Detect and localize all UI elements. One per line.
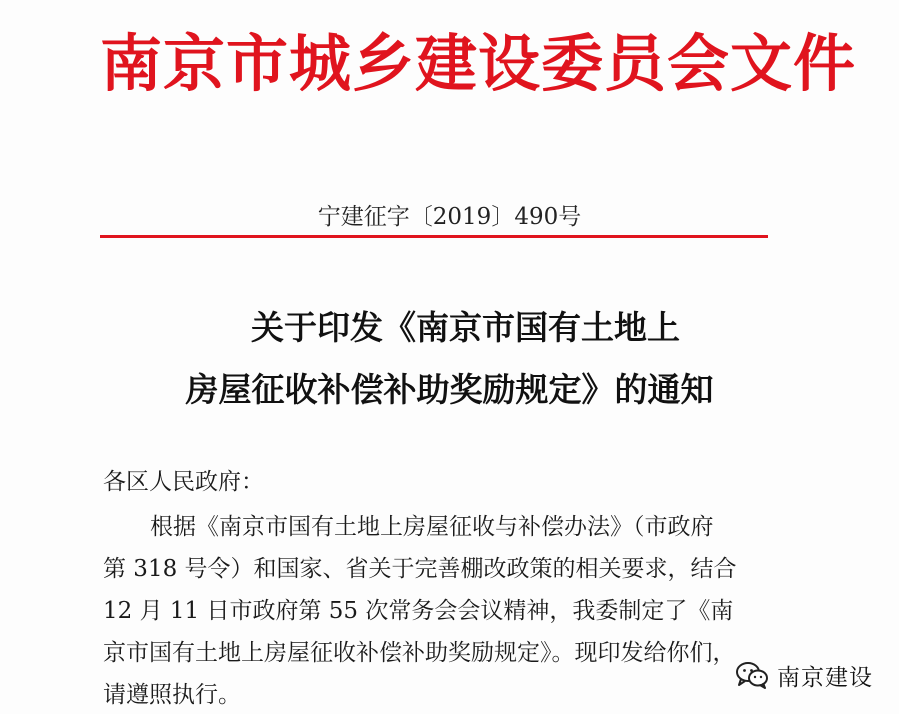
wechat-icon [735,660,769,690]
watermark-label: 南京建设 [777,664,873,691]
account-watermark [735,657,873,693]
red-divider-line [100,235,768,238]
document-title-line-2: 房屋征收补偿补助奖励规定》的通知 [185,370,714,409]
body-line-3: 12 月 11 日市政府第 55 次常务会会议精神，我委制定了《南 [103,598,734,624]
body-line-5: 请遵照执行。 [103,682,241,708]
body-line-1: 根据《南京市国有土地上房屋征收与补偿办法》（市政府 [150,514,714,540]
body-line-4: 京市国有土地上房屋征收补偿补助奖励规定》。现印发给你们， [103,640,736,666]
salutation: 各区人民政府： [103,469,264,495]
issuing-authority-header: 南京市城乡建设委员会文件 [100,27,857,100]
body-line-2: 第 318 号令）和国家、省关于完善棚改政策的相关要求，结合 [103,556,737,582]
document-title-line-1: 关于印发《南京市国有土地上 [251,308,680,347]
document-number: 宁建征字〔2019〕490号 [317,204,582,230]
